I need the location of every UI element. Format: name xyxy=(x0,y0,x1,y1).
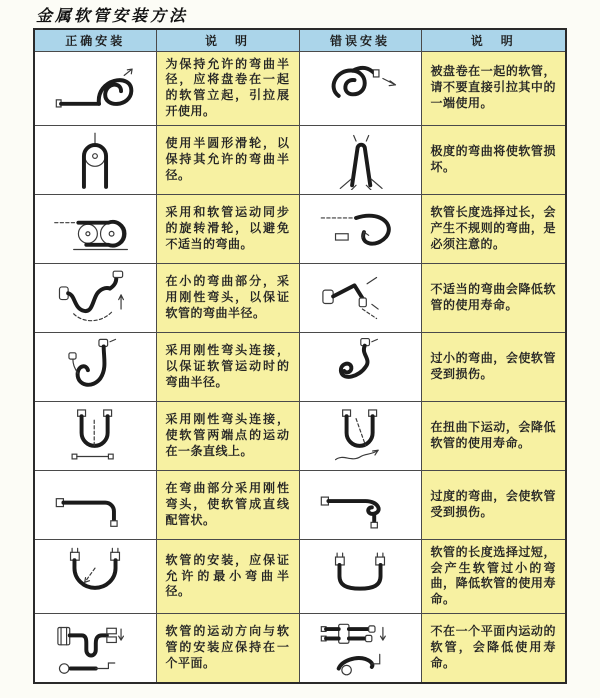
description-cell xyxy=(156,51,299,125)
illustration-cell xyxy=(299,614,421,683)
rigid-elbow-small-bend-icon xyxy=(43,268,147,328)
table-row xyxy=(34,194,566,263)
description-cell xyxy=(156,401,299,470)
rigid-elbow-connect-icon xyxy=(43,337,147,397)
illustration-cell xyxy=(299,470,421,539)
illustration-cell xyxy=(299,263,421,332)
description-cell xyxy=(421,51,566,125)
illustration-cell xyxy=(299,194,421,263)
description-text: 过度的弯曲，会使软管受到损伤。 xyxy=(430,488,556,519)
description-cell xyxy=(421,401,566,470)
description-text: 在小的弯曲部分，采用刚性弯头，以保证软管的弯曲半径。 xyxy=(165,274,290,320)
illustration-cell xyxy=(34,194,156,263)
description-text: 极度的弯曲将使软管损坏。 xyxy=(430,143,556,174)
illustration-cell xyxy=(34,401,156,470)
min-bend-radius-icon xyxy=(43,546,147,606)
description-text: 不在一个平面内运动的软管，会降低使用寿命。 xyxy=(430,624,556,670)
straight-pipe-elbow-icon xyxy=(43,475,147,535)
description-text: 采用刚性弯头连接，使软管两端点的运动在一条直线上。 xyxy=(165,412,290,458)
description-text: 被盘卷在一起的软管，请不要直接引拉其中的一端使用。 xyxy=(430,64,556,111)
illustration-cell xyxy=(34,614,156,683)
description-text: 使用半圆形滑轮，以保持其允许的弯曲半径。 xyxy=(165,136,290,182)
coil-standing-icon xyxy=(43,58,147,118)
u-straight-motion-icon xyxy=(43,406,147,466)
description-text: 在扭曲下运动，会降低软管的使用寿命。 xyxy=(430,419,556,450)
page-title: 金属软管安装方法 xyxy=(36,8,189,25)
description-text: 过小的弯曲，会使软管受到损伤。 xyxy=(430,350,556,381)
description-cell xyxy=(421,263,566,332)
description-cell xyxy=(156,614,299,683)
description-cell xyxy=(421,614,566,683)
description-cell xyxy=(156,125,299,194)
description-text: 软管的运动方向与软管的安装应保持在一个平面。 xyxy=(165,624,290,670)
improper-bend-icon xyxy=(308,268,412,328)
illustration-cell xyxy=(299,125,421,194)
description-text: 在弯曲部分采用刚性弯头，使软管成直线配管状。 xyxy=(165,481,290,527)
description-text: 不适当的弯曲会降低软管的使用寿命。 xyxy=(430,281,556,312)
description-text: 软管长度选择过长，会产生不规则的弯曲，是必须注意的。 xyxy=(430,205,556,251)
description-cell xyxy=(421,539,566,613)
coil-pulled-icon xyxy=(308,58,412,118)
extreme-bend-icon xyxy=(308,130,412,190)
column-header: 正确安装 xyxy=(34,29,156,51)
illustration-cell xyxy=(34,332,156,401)
bend-too-small-icon xyxy=(308,337,412,397)
description-text: 采用和软管运动同步的旋转滑轮，以避免不适当的弯曲。 xyxy=(165,205,290,251)
description-text: 软管的安装，应保证允许的最小弯曲半径。 xyxy=(165,552,290,599)
illustration-cell xyxy=(34,51,156,125)
description-cell xyxy=(421,470,566,539)
column-header: 说 明 xyxy=(156,29,299,51)
illustration-cell xyxy=(299,51,421,125)
table-row xyxy=(34,263,566,332)
column-header: 错误安装 xyxy=(299,29,421,51)
hose-too-long-icon xyxy=(308,199,412,259)
table-row xyxy=(34,51,566,125)
illustration-cell xyxy=(299,401,421,470)
description-cell xyxy=(156,332,299,401)
description-cell xyxy=(156,470,299,539)
table-row xyxy=(34,470,566,539)
description-cell xyxy=(421,125,566,194)
table-row xyxy=(34,125,566,194)
sync-rollers-icon xyxy=(43,199,147,259)
illustration-cell xyxy=(34,470,156,539)
table-header-row xyxy=(34,29,566,51)
column-header: 说 明 xyxy=(421,29,566,51)
illustration-cell xyxy=(299,539,421,613)
u-twisted-motion-icon xyxy=(308,406,412,466)
not-same-plane-icon xyxy=(308,618,412,678)
description-text: 为保持允许的弯曲半径，应将盘卷在一起的软管立起，引拉展开使用。 xyxy=(165,56,290,118)
description-cell xyxy=(421,194,566,263)
description-cell xyxy=(156,539,299,613)
hose-too-short-icon xyxy=(308,546,412,606)
description-cell xyxy=(156,194,299,263)
description-cell xyxy=(421,332,566,401)
description-text: 软管的长度选择过短，会产生软管过小的弯曲，降低软管的使用寿命。 xyxy=(430,544,556,607)
table-row xyxy=(34,401,566,470)
illustration-cell xyxy=(34,263,156,332)
over-bend-icon xyxy=(308,475,412,535)
illustration-cell xyxy=(299,332,421,401)
semicircular-pulley-icon xyxy=(43,130,147,190)
illustration-cell xyxy=(34,539,156,613)
table-row xyxy=(34,614,566,683)
illustration-cell xyxy=(34,125,156,194)
table-row xyxy=(34,332,566,401)
description-text: 采用刚性弯头连接，以保证软管运动时的弯曲半径。 xyxy=(165,343,290,389)
same-plane-motion-icon xyxy=(43,618,147,678)
description-cell xyxy=(156,263,299,332)
installation-table xyxy=(33,28,567,684)
table-row xyxy=(34,539,566,613)
